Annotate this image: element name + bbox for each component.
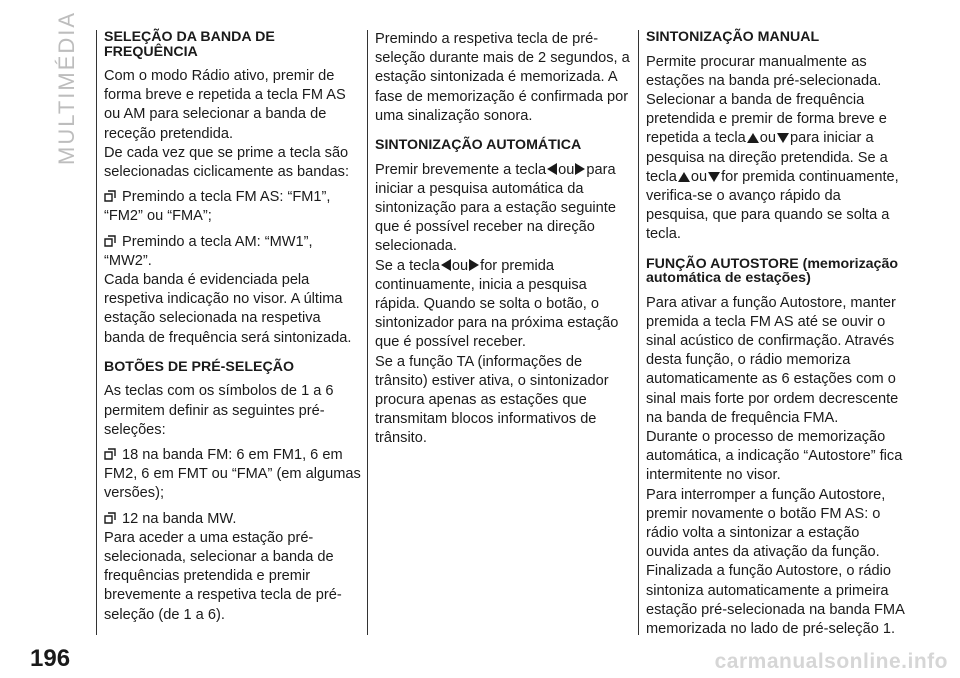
- text: Premir brevemente a tecla: [375, 161, 547, 178]
- bullet-text: Premindo a tecla AM: “MW1”, “MW2”.: [104, 233, 313, 269]
- text: para iniciar a pesquisa automática da sintonização para a estação seguinte que é possível receber na direção selecionada.: [375, 161, 616, 255]
- bullet-item: [104, 510, 362, 529]
- up-arrow-icon: [746, 132, 760, 144]
- text: ou: [759, 130, 777, 147]
- paragraph: Para aceder a uma estação pré-selecionada, selecionar a banda de frequências pretendida e premir brevemente a respetiva tecla de pré-seleção (de 1 a 6).: [104, 529, 342, 623]
- left-arrow-icon: [546, 162, 558, 176]
- paragraph: As teclas com os símbolos de 1 a 6 permitem definir as seguintes pré-seleções:: [104, 383, 334, 438]
- up-arrow-icon: [677, 171, 691, 183]
- right-arrow-icon: [574, 162, 586, 176]
- heading-preset-buttons: BOTÕES DE PRÉ-SELEÇÃO: [104, 358, 294, 375]
- text: for premida continuamente, verifica-se o avanço rápido da pesquisa, que para quando se solta a tecla.: [646, 168, 899, 243]
- column-1: [104, 30, 362, 625]
- paragraph: Com o modo Rádio ativo, premir de forma breve e repetida a tecla FM AS ou AM para selecionar a banda de receção pretendida.: [104, 68, 346, 142]
- bullet-icon: [104, 190, 116, 202]
- bullet-item: [104, 446, 362, 504]
- page-number: 196: [30, 645, 71, 672]
- paragraph: [375, 257, 633, 353]
- heading-auto-tuning: SINTONIZAÇÃO AUTOMÁTICA: [375, 137, 582, 154]
- section-title: MULTIMÉDIA: [54, 10, 79, 165]
- paragraph: Premindo a respetiva tecla de pré-seleção durante mais de 2 segundos, a estação sintonizada é memorizada. A fase de memorização é confirmada por uma sinalização sonora.: [375, 31, 630, 124]
- heading-manual-tuning: SINTONIZAÇÃO MANUAL: [646, 29, 820, 45]
- text: para iniciar a pesquisa na direção pretendida. Se a tecla: [646, 130, 888, 185]
- paragraph: Para ativar a função Autostore, manter premida a tecla FM AS até se ouvir o sinal acústico de confirmação. Através desta função, o rádio memoriza automaticamente as 6 estações com o sinal mais forte por ordem decrescente na banda de frequência FMA.: [646, 294, 899, 426]
- bullet-item: [104, 233, 362, 271]
- bullet-icon: [104, 512, 116, 524]
- text: ou: [558, 161, 575, 178]
- bullet-text: 12 na banda MW.: [122, 510, 237, 527]
- paragraph: De cada vez que se prime a tecla são selecionadas ciclicamente as bandas:: [104, 144, 349, 181]
- bullet-text: 18 na banda FM: 6 em FM1, 6 em FM2, 6 em FMT ou “FMA” (em algumas versões);: [104, 446, 361, 502]
- paragraph: Para interromper a função Autostore, premir novamente o botão FM AS: o rádio volta a sintonizar a estação ouvida antes da ativação da função.: [646, 486, 886, 561]
- column-divider: [367, 30, 368, 635]
- down-arrow-icon: [707, 171, 721, 183]
- paragraph: [375, 161, 633, 257]
- paragraph: [646, 53, 904, 245]
- paragraph: Finalizada a função Autostore, o rádio sintoniza automaticamente a primeira estação pré-selecionada na banda FMA memorizada no lado de pré-seleção 1.: [646, 563, 904, 637]
- text: ou: [690, 168, 708, 185]
- bullet-icon: [104, 235, 116, 247]
- bullet-item: [104, 188, 362, 226]
- text: for premida continuamente, inicia a pesquisa rápida. Quando se solta o botão, o sintonizador para na próxima estação que é possível receber.: [375, 257, 619, 351]
- bullet-text: Premindo a tecla FM AS: “FM1”, “FM2” ou “FMA”;: [104, 189, 331, 225]
- left-arrow-icon: [440, 258, 452, 272]
- down-arrow-icon: [776, 132, 790, 144]
- heading-band-selection: SELEÇÃO DA BANDA DE FREQUÊNCIA: [104, 29, 275, 60]
- watermark: carmanualsonline.info: [714, 650, 948, 673]
- bullet-icon: [104, 448, 116, 460]
- column-2: [375, 30, 633, 449]
- column-3: [646, 30, 904, 639]
- text: Se a tecla: [375, 257, 440, 274]
- paragraph: Cada banda é evidenciada pela respetiva indicação no visor. A última estação selecionada na respetiva banda de frequência será sintonizada.: [104, 272, 352, 346]
- paragraph: Se a função TA (informações de trânsito) estiver ativa, o sintonizador procura apenas as estações que transmitam blocos informativos de trânsito.: [375, 353, 609, 447]
- text: ou: [451, 257, 469, 274]
- paragraph: Durante o processo de memorização automática, a indicação “Autostore” fica intermitente no visor.: [646, 428, 903, 484]
- right-arrow-icon: [468, 258, 480, 272]
- text: Permite procurar manualmente as estações na banda pré-selecionada. Selecionar a banda de frequência pretendida e premir de forma breve e repetida a tecla: [646, 53, 887, 147]
- column-divider: [638, 30, 639, 635]
- heading-autostore: FUNÇÃO AUTOSTORE (memorização automática de estações): [646, 255, 899, 287]
- column-divider: [96, 30, 97, 635]
